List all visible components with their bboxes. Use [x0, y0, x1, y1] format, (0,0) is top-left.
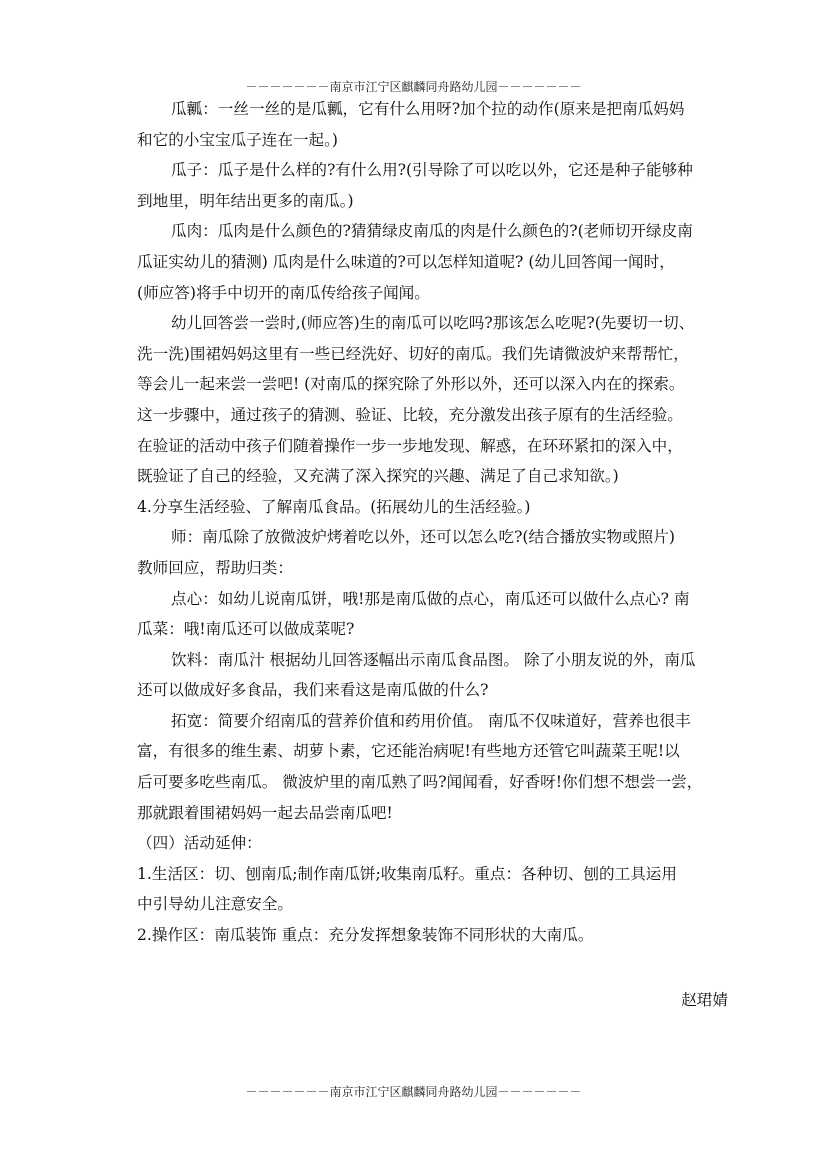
paragraph-line: 1.生活区：切、刨南瓜;制作南瓜饼;收集南瓜籽。重点：各种切、刨的工具运用 — [137, 864, 677, 883]
page-footer: －－－－－－－南京市江宁区麒麟同舟路幼儿园－－－－－－－ — [245, 1085, 582, 1099]
paragraph-line: 瓜证实幼儿的猜测) 瓜肉是什么味道的?可以怎样知道呢? (幼儿回答闻一闻时， — [137, 252, 675, 271]
author-signature: 赵珺婧 — [681, 991, 728, 1009]
paragraph-line: 2.操作区：南瓜装饰 重点：充分发挥想象装饰不同形状的大南瓜。 — [137, 926, 594, 945]
paragraph-line: 那就跟着围裙妈妈一起去品尝南瓜吧! — [137, 803, 393, 822]
paragraph-line: 到地里，明年结出更多的南瓜。) — [137, 191, 354, 210]
paragraph-line: 瓜瓤：一丝一丝的是瓜瓤，它有什么用呀?加个拉的动作(原来是把南瓜妈妈 — [171, 100, 685, 118]
paragraph-line: 拓宽：简要介绍南瓜的营养价值和药用价值。 南瓜不仅味道好，营养也很丰 — [171, 711, 691, 730]
paragraph-line: 教师回应，帮助归类： — [137, 558, 293, 577]
paragraph-line: 幼儿回答尝一尝时,(师应答)生的南瓜可以吃吗?那该怎么吃呢?(先要切一切、 — [171, 314, 695, 333]
paragraph-line: 师：南瓜除了放微波炉烤着吃以外，还可以怎么吃?(结合播放实物或照片) — [171, 528, 675, 547]
paragraph-line: (师应答)将手中切开的南瓜传给孩子闻闻。 — [137, 283, 430, 302]
paragraph-line: 还可以做成好多食品，我们来看这是南瓜做的什么? — [137, 681, 489, 700]
paragraph-line: 既验证了自己的经验，又充满了深入探究的兴趣、满足了自己求知欲。) — [137, 467, 619, 486]
paragraph-line: 中引导幼儿注意安全。 — [137, 895, 293, 914]
paragraph-line: 点心：如幼儿说南瓜饼，哦!那是南瓜做的点心，南瓜还可以做什么点心? 南 — [171, 589, 690, 608]
paragraph-line: 和它的小宝宝瓜子连在一起。) — [137, 130, 339, 149]
paragraph-line: 富，有很多的维生素、胡萝卜素，它还能治病呢!有些地方还管它叫蔬菜王呢!以 — [137, 742, 680, 761]
paragraph-line: 瓜肉：瓜肉是什么颜色的?猜猜绿皮南瓜的肉是什么颜色的?(老师切开绿皮南 — [171, 222, 693, 241]
document-body — [137, 94, 730, 951]
page-header: －－－－－－－南京市江宁区麒麟同舟路幼儿园－－－－－－－ — [245, 80, 582, 94]
section-heading: 4.分享生活经验、了解南瓜食品。(拓展幼儿的生活经验。) — [137, 497, 531, 516]
section-heading: （四）活动延伸： — [137, 834, 262, 853]
paragraph-line: 这一步骤中，通过孩子的猜测、验证、比较，充分激发出孩子原有的生活经验。 — [137, 405, 683, 424]
paragraph-line: 瓜菜：哦!南瓜还可以做成菜呢? — [137, 620, 355, 639]
paragraph-line: 等会儿一起来尝一尝吧! (对南瓜的探究除了外形以外，还可以深入内在的探索。 — [137, 375, 685, 394]
paragraph-line: 在验证的活动中孩子们随着操作一步一步地发现、解惑，在环环紧扣的深入中， — [137, 436, 683, 455]
paragraph-line: 饮料：南瓜汁 根据幼儿回答逐幅出示南瓜食品图。 除了小朋友说的外，南瓜 — [171, 650, 696, 669]
paragraph-line: 瓜子：瓜子是什么样的?有什么用?(引导除了可以吃以外，它还是种子能够种 — [171, 161, 693, 180]
paragraph-line: 后可要多吃些南瓜。 微波炉里的南瓜熟了吗?闻闻看，好香呀!你们想不想尝一尝， — [137, 773, 703, 792]
paragraph-line: 洗一洗)围裙妈妈这里有一些已经洗好、切好的南瓜。我们先请微波炉来帮帮忙， — [137, 344, 689, 363]
